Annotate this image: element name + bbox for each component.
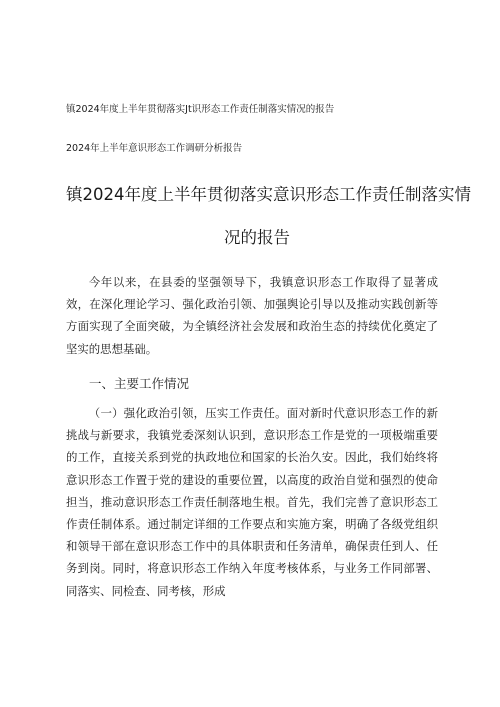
- intro-paragraph: 今年以来，在县委的坚强领导下，我镇意识形态工作取得了显著成效，在深化理论学习、强化政治引领、加强舆论引导以及推动实践创新等方面实现了全面突破，为全镇经济社会发展和政治生态的持续优化奠定了坚实的思想基础。: [66, 275, 438, 356]
- document-title-line-2: 况的报告: [224, 228, 290, 247]
- toc-item-survey-report[interactable]: 2024年上半年意识形态工作调研分析报告: [66, 143, 243, 154]
- section-heading-main-work: 一、主要工作情况: [89, 376, 190, 391]
- document-title-line-1: 镇2024年度上半年贯彻落实意识形态工作责任制落实情: [66, 185, 471, 204]
- toc-item-report[interactable]: 镇2024年度上半年贯彻落实Jt识形态工作责任制落实情况的报告: [66, 104, 335, 115]
- section-1-paragraph: （一）强化政治引领，压实工作责任。面对新时代意识形态工作的新挑战与新要求，我镇党委深刻认识到，意识形态工作是党的一项极端重要的工作，直接关系到党的执政地位和国家的长治久安。因此，我们始终将意识形态工作置于党的建设的重要位置，以高度的政治自觉和强烈的使命担当，推动意识形态工作责任制落地生根。首先，我们完善了意识形态工作责任制体系。通过制定详细的工作要点和实施方案，明确了各级党组织和领导干部在意识形态工作中的具体职责和任务清单，确保责任到人、任务到岗。同时，将意识形态工作纳入年度考核体系，与业务工作同部署、同落实、同检查、同考核，形成: [66, 406, 438, 598]
